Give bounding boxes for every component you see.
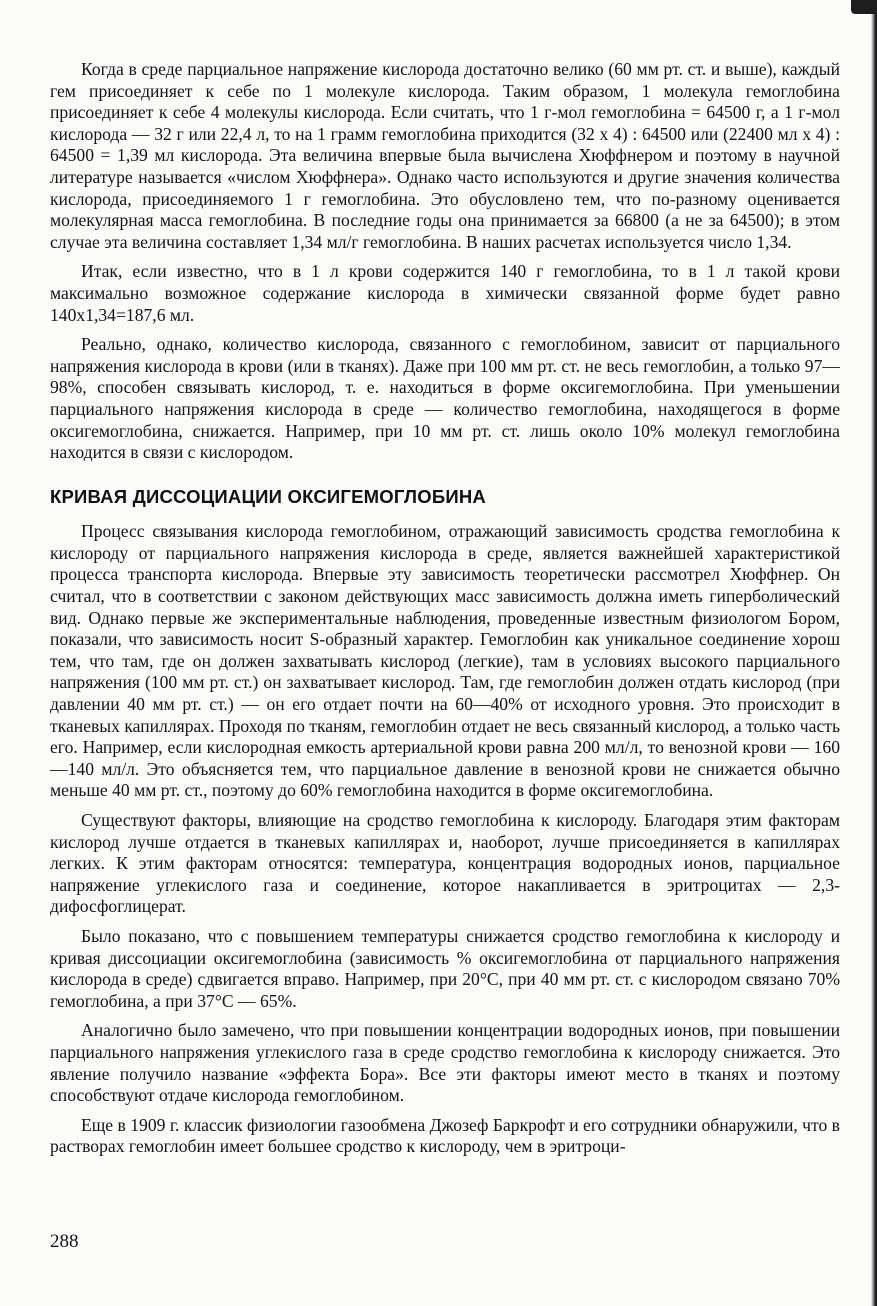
page-body bbox=[50, 59, 840, 1166]
paragraph-dissociation-curve: Процесс связывания кислорода гемоглобином, отражающий зависимость сродства гемоглобина к кислороду от парциального напряжения кислорода в среде, является важнейшей характеристикой процесса транспорта кислорода. Впервые эту зависимость теоретически рассмотрел Хюффнер. Он считал, что в соответствии с законом действующих масс зависимость должна иметь гиперболический вид. Однако первые же экспериментальные наблюдения, проведенные известным физиологом Бором, показали, что зависимость носит S-образный характер. Гемоглобин как уникальное соединение хорош тем, что там, где он должен захватывать кислород (легкие), там в условиях высокого парциального напряжения (100 мм рт. ст.) он захватывает кислород. Там, где гемоглобин должен отдать кислород (при давлении 40 мм рт. ст.) — он его отдает почти на 60—40% от исходного уровня. Это происходит в тканевых капиллярах. Проходя по тканям, гемоглобин отдает не весь связанный кислород, а только часть его. Например, если кислородная емкость артериальной крови равна 200 мл/л, то венозной крови — 160—140 мл/л. Это объясняется тем, что парциальное давление в венозной крови не снижается обычно меньше 40 мм рт. ст., поэтому до 60% гемоглобина находится в форме оксигемоглобина. bbox=[50, 521, 840, 801]
paragraph-partial-pressure-dependence: Реально, однако, количество кислорода, связанного с гемоглобином, зависит от парциального напряжения кислорода в крови (или в тканях). Даже при 100 мм рт. ст. не весь гемоглобин, а только 97—98%, способен связывать кислород, т. е. находиться в форме оксигемоглобина. При уменьшении парциального напряжения кислорода в среде — количество гемоглобина, находящегося в форме оксигемоглобина, снижается. Например, при 10 мм рт. ст. лишь около 10% молекул гемоглобина находится в связи с кислородом. bbox=[50, 334, 840, 463]
scan-corner-shadow bbox=[851, 0, 877, 14]
paragraph-temperature-effect: Было показано, что с повышением температуры снижается сродство гемоглобина к кислороду и кривая диссоциации оксигемоглобина (зависимость % оксигемоглобина от парциального напряжения кислорода в среде) сдвигается вправо. Например, при 20°С, при 40 мм рт. ст. с кислородом связано 70% гемоглобина, а при 37°С — 65%. bbox=[50, 925, 840, 1011]
paragraph-bohr-effect: Аналогично было замечено, что при повышении концентрации водородных ионов, при повышении парциального напряжения углекислого газа в среде сродство гемоглобина к кислороду снижается. Это явление получило название «эффекта Бора». Все эти факторы имеют место в тканях и поэтому способствуют отдаче кислорода гемоглобином. bbox=[50, 1020, 840, 1106]
paragraph-affinity-factors: Существуют факторы, влияющие на сродство гемоглобина к кислороду. Благодаря этим факторам кислород лучше отдается в тканевых капиллярах и, наоборот, лучше присоединяется в капиллярах легких. К этим факторам относятся: температура, концентрация водородных ионов, парциальное напряжение углекислого газа и соединение, которое накапливается в эритроцитах — 2,3-дифосфоглицерат. bbox=[50, 810, 840, 917]
paragraph-barcroft: Еще в 1909 г. классик физиологии газообмена Джозеф Баркрофт и его сотрудники обнаружили, что в растворах гемоглобин имеет большее сродство к кислороду, чем в эритроци- bbox=[50, 1114, 840, 1157]
scan-edge-shadow bbox=[871, 0, 877, 1306]
page-number: 288 bbox=[50, 1231, 79, 1252]
paragraph-max-oxygen-content: Итак, если известно, что в 1 л крови содержится 140 г гемоглобина, то в 1 л такой крови максимально возможное содержание кислорода в химически связанной форме будет равно 140х1,34=187,6 мл. bbox=[50, 261, 840, 325]
section-heading: КРИВАЯ ДИССОЦИАЦИИ ОКСИГЕМОГЛОБИНА bbox=[50, 485, 486, 507]
paragraph-huffner-number: Когда в среде парциальное напряжение кислорода достаточно велико (60 мм рт. ст. и выше), каждый гем присоединяет к себе по 1 молекуле кислорода. Таким образом, 1 молекула гемоглобина присоединяет к себе 4 молекулы кислорода. Если считать, что 1 г-мол гемоглобина = 64500 г, а 1 г-мол кислорода — 32 г или 22,4 л, то на 1 грамм гемоглобина приходится (32 х 4) : 64500 или (22400 мл х 4) : 64500 = 1,39 мл кислорода. Эта величина впервые была вычислена Хюффнером и поэтому в научной литературе называется «числом Хюффнера». Однако часто используются и другие значения количества кислорода, присоединяемого 1 г гемоглобина. Это обусловлено тем, что по-разному оценивается молекулярная масса гемоглобина. В последние годы она принимается за 66800 (а не за 64500); в этом случае эта величина составляет 1,34 мл/г гемоглобина. В наших расчетах используется число 1,34. bbox=[50, 59, 840, 252]
